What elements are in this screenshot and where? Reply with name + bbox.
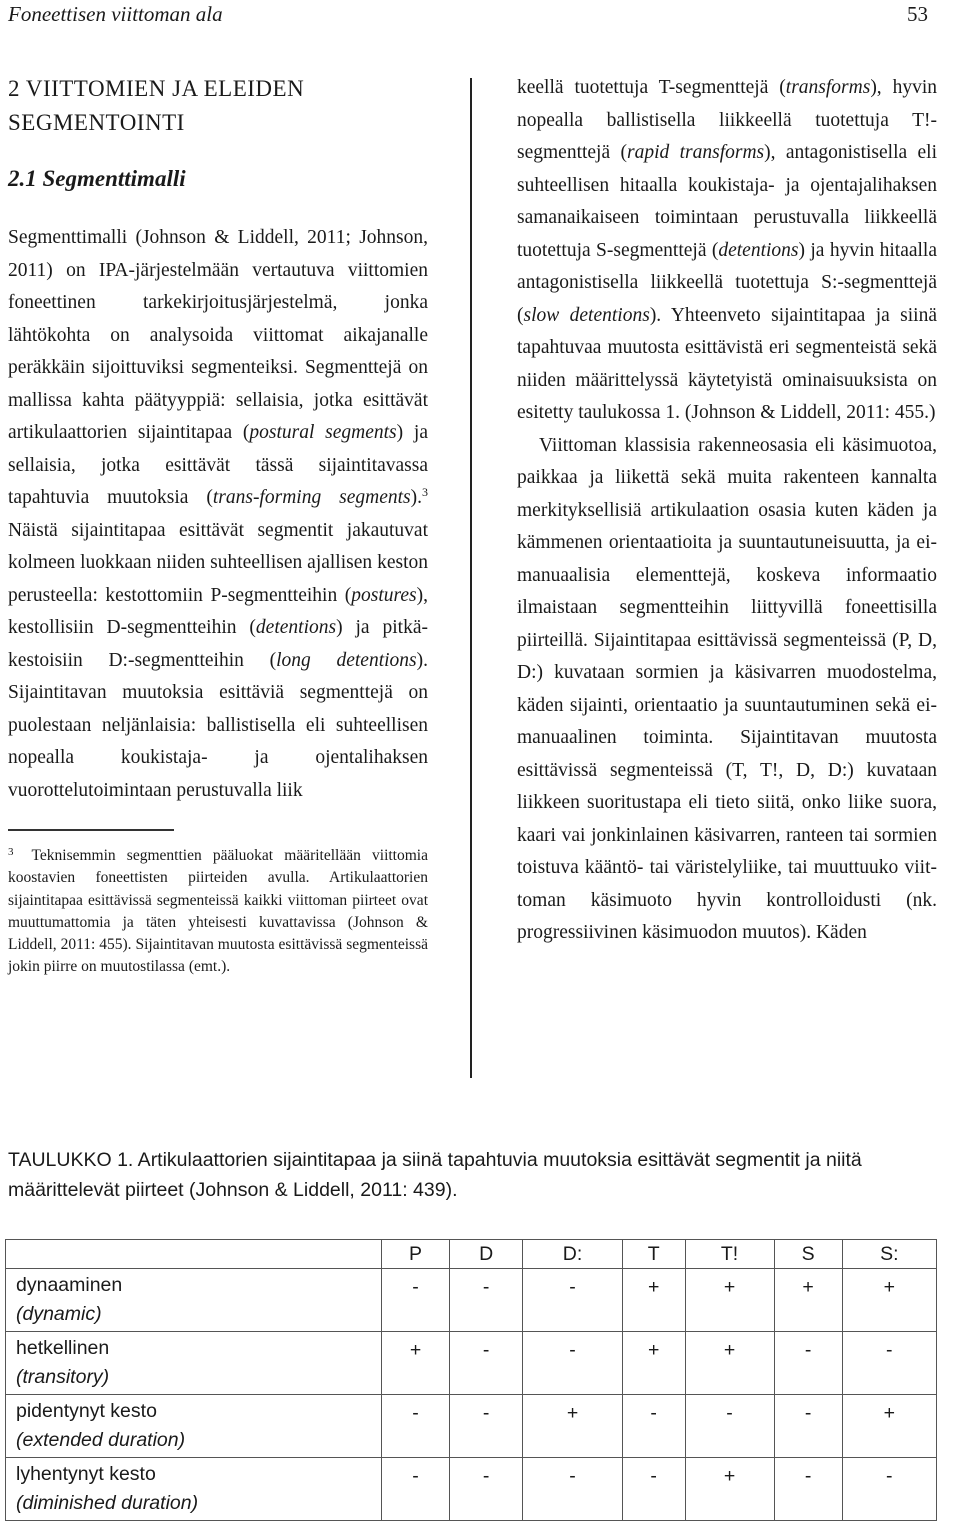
cell-value: + [723, 1338, 736, 1361]
table-row [6, 1458, 937, 1521]
footnote-reference[interactable]: 3 [422, 485, 428, 499]
footnote-mark: 3 [8, 846, 14, 858]
text-run: ). Sijaintitavan muutoksia esittäviä segmenttejä on puolestaan neljänlaisia: ballistisella eli suhteellisen nopealla koukistaja- ja ojentalihaksen vuorottelutoimintaan perustuvalla liik [8, 649, 428, 801]
text-run: ) ja hyvin hitaalla antagonistisella liikkeellä tuotettuja S:-segmenttejä ( [517, 239, 937, 326]
text-run: ), kestollisiin D-segmentteihin ( [8, 584, 428, 638]
cell-value: - [412, 1464, 419, 1487]
right-paragraph-1 [517, 72, 937, 430]
table-caption: TAULUKKO 1. Artikulaattorien sijaintitapaa ja siinä tapahtuvia muutoksia esittävät segmentit ja niitä määrittelevät piirteet (Johnson & Liddell, 2011: 439). [8, 1149, 862, 1201]
cell-value: - [482, 1338, 490, 1361]
chapter-heading-line-2: SEGMENTOINTI [8, 110, 185, 135]
cell-value: - [482, 1401, 490, 1424]
cell-value: - [804, 1401, 812, 1424]
row-label-fi: lyhentynyt kesto [16, 1463, 156, 1485]
row-label-fi: pidentynyt kesto [16, 1400, 157, 1422]
table-cell [382, 1332, 450, 1395]
text-run: Näistä sijaintitapaa esittävät segmentit jakautuvat kolmeen luokkaan niiden suhteellisen ajallisen keston perusteella: kestottomiin P-segmentteihin ( [8, 519, 428, 606]
table-cell [523, 1458, 623, 1521]
table-cell [842, 1395, 936, 1458]
footnote-rule [8, 829, 174, 831]
text-run: ) ja sellaisia, jotka esittävät tässä sijaintitavassa tapahtuvia muutoksia ( [8, 422, 428, 508]
table-cell [774, 1332, 842, 1395]
table-cell [685, 1458, 774, 1521]
table-cell [450, 1269, 523, 1332]
table-cell [382, 1269, 450, 1332]
table-cell [685, 1395, 774, 1458]
row-label [6, 1458, 382, 1521]
cell-value: - [886, 1338, 893, 1361]
left-column [8, 72, 428, 979]
term-postures: postures [351, 584, 417, 606]
cell-value: + [883, 1401, 895, 1424]
column-divider [470, 78, 472, 1078]
row-label-fi: hetkellinen [16, 1337, 110, 1359]
running-head-title: Foneettisen viittoman ala [8, 2, 223, 26]
table-cell [450, 1458, 523, 1521]
table-cell [450, 1395, 523, 1458]
cell-value: - [804, 1464, 812, 1487]
cell-value: + [723, 1275, 736, 1298]
term-detentions: detentions [718, 239, 799, 261]
row-label [6, 1395, 382, 1458]
text-run: keellä tuotettuja T-segmenttejä ( [517, 77, 786, 98]
row-label-en: (extended duration) [16, 1429, 186, 1451]
text-run: ), hyvin nopealla ballistisella liikkeellä tuotettuja T!-segmenttejä ( [517, 77, 937, 163]
table-header-cell: T! [685, 1240, 774, 1269]
term-long-detentions: long detentions [276, 649, 417, 671]
table-cell [523, 1332, 623, 1395]
text-run: ) ja pitkäkestoisiin D:-segmentteihin ( [8, 617, 428, 671]
term-rapid-transforms: rapid transforms [626, 142, 765, 163]
cell-value: + [647, 1338, 660, 1361]
table-cell [622, 1332, 685, 1395]
table-cell [382, 1395, 450, 1458]
cell-value: - [886, 1464, 893, 1487]
row-label-fi: dynaaminen [16, 1274, 123, 1296]
row-label [6, 1332, 382, 1395]
cell-value: - [726, 1401, 733, 1424]
section-heading: 2.1 Segmenttimalli [8, 166, 186, 191]
cell-value: - [412, 1275, 419, 1298]
table-header-cell: S: [842, 1240, 936, 1269]
cell-value: + [802, 1275, 814, 1298]
table-header-blank [6, 1240, 382, 1269]
table-cell [685, 1269, 774, 1332]
running-head [8, 0, 928, 30]
text-run: ). [410, 487, 422, 508]
table-cell [622, 1395, 685, 1458]
cell-value: - [569, 1275, 576, 1298]
table-header-cell: P [382, 1240, 450, 1269]
table-row [6, 1269, 937, 1332]
table-cell [842, 1458, 936, 1521]
table-row [6, 1395, 937, 1458]
cell-value: - [804, 1338, 812, 1361]
table-cell [774, 1269, 842, 1332]
term-detentions: detentions [255, 617, 337, 638]
row-label [6, 1269, 382, 1332]
table-cell [685, 1332, 774, 1395]
cell-value: - [482, 1464, 490, 1487]
right-column [517, 72, 937, 950]
footnote [8, 841, 428, 979]
table-header-row [6, 1240, 937, 1269]
chapter-heading [8, 72, 428, 140]
term-postural: postural segments [249, 422, 397, 443]
cell-value: + [723, 1464, 736, 1487]
table-cell [622, 1269, 685, 1332]
row-label-en: (diminished duration) [16, 1492, 199, 1514]
row-label-en: (transitory) [16, 1366, 110, 1388]
table-cell [774, 1395, 842, 1458]
text-run: Segmenttimalli (Johnson & Liddell, 2011; Johnson, 2011) on IPA-järjestelmään vertautuva viittomien foneettinen tarkekirjoitusjärjestelmä, jonka lähtökohta on analysoida viittomat aikajanalle peräkkäin sijoittuviksi segmenteiksi. Segmenttejä on mallissa kahta päätyyppiä: sellaisia, jotka esittävät artikulaattorien sijaintitapaa ( [8, 227, 428, 443]
term-transforms: transforms [785, 77, 871, 98]
table-header-cell: D: [523, 1240, 623, 1269]
features-table [5, 1239, 937, 1521]
cell-value: + [409, 1338, 422, 1361]
table-cell [382, 1458, 450, 1521]
table-cell [774, 1458, 842, 1521]
row-label-en: (dynamic) [16, 1303, 102, 1325]
right-paragraph-2: Viittoman klassisia rakenneosasia eli käsimuotoa, paikkaa ja liikettä sekä muita rakenteen kannalta merkityksellisiä artikulaation osasia kuten käden ja kämmenen orientaatioita ja suuntautuneisuutta, ja ei-manuaalisia elementtejä, koskeva informaatio ilmaistaan segmentteihin liittyvillä foneettisilla piirteillä. Sijaintitapaa esittävissä segmenteissä (P, D, D:) kuvataan sormien ja käsivarren muodostelma, käden sijainti, orientaatio ja suuntautuminen sekä ei-manuaalinen toiminta. Sijaintitavan muutosta esittävissä segmenteissä (T, T!, D, D:) kuvataan liikkeen suoritustapa eli tieto siitä, onko liike suora, kaari vai jonkinlainen käsivarren, ranteen tai sormien toistuva kääntö- tai väristelyliike, tai muuttuuko viittoman käsimuoto hyvin kontrolloidusti (nk. progressiivinen käsimuodon muutos). Käden [517, 434, 937, 943]
text-run: ), antagonistisella eli suhteellisen hitaalla koukistaja- ja ojentajalihaksen samanaikaiseen toimintaan perustuvalla liikkeellä tuotettuja S-segmenttejä ( [517, 142, 937, 261]
cell-value: - [650, 1464, 657, 1487]
table-cell [523, 1395, 623, 1458]
cell-value: - [569, 1464, 576, 1487]
table-header-cell: S [774, 1240, 842, 1269]
term-transforming: trans-forming segments [212, 487, 411, 508]
table-cell [450, 1332, 523, 1395]
table-row [6, 1332, 937, 1395]
left-paragraph [8, 222, 428, 807]
table-header-cell: D [450, 1240, 523, 1269]
cell-value: + [647, 1275, 660, 1298]
table-cell [622, 1458, 685, 1521]
table-cell [842, 1332, 936, 1395]
cell-value: + [566, 1401, 579, 1424]
table-container [5, 1239, 937, 1521]
table-cell [523, 1269, 623, 1332]
cell-value: - [569, 1338, 576, 1361]
chapter-heading-line-1: 2 VIITTOMIEN JA ELEIDEN [8, 76, 305, 101]
table-cell [842, 1269, 936, 1332]
cell-value: + [883, 1275, 895, 1298]
cell-value: - [650, 1401, 657, 1424]
cell-value: - [412, 1401, 419, 1424]
term-slow-detentions: slow detentions [523, 304, 650, 326]
footnote-text: Teknisemmin segmenttien pääluokat määritellään viittomia koostavien foneettisten piirteiden avulla. Artikulaattorien sijaintitapaa esittävissä segmenteissä kaikki viittoman piirteet ovat muuttumattomia ja täten yhteisesti kuvattavissa (Johnson & Liddell, 2011: 455). Sijaintitavan muutosta esittävissä segmenteissä jokin piirre on muutostilassa (emt.). [8, 847, 428, 976]
table-header-cell: T [622, 1240, 685, 1269]
text-run: ). Yhteenveto sijaintitapaa ja siinä tapahtuvaa muutosta esittävistä eri segmenteistä sekä niiden määrittelyssä käytetyistä ominaisuuksista on esitetty taulukossa 1. (Johnson & Liddell, 2011: 455.) [517, 304, 937, 423]
page-number: 53 [907, 2, 928, 26]
cell-value: - [482, 1275, 490, 1298]
